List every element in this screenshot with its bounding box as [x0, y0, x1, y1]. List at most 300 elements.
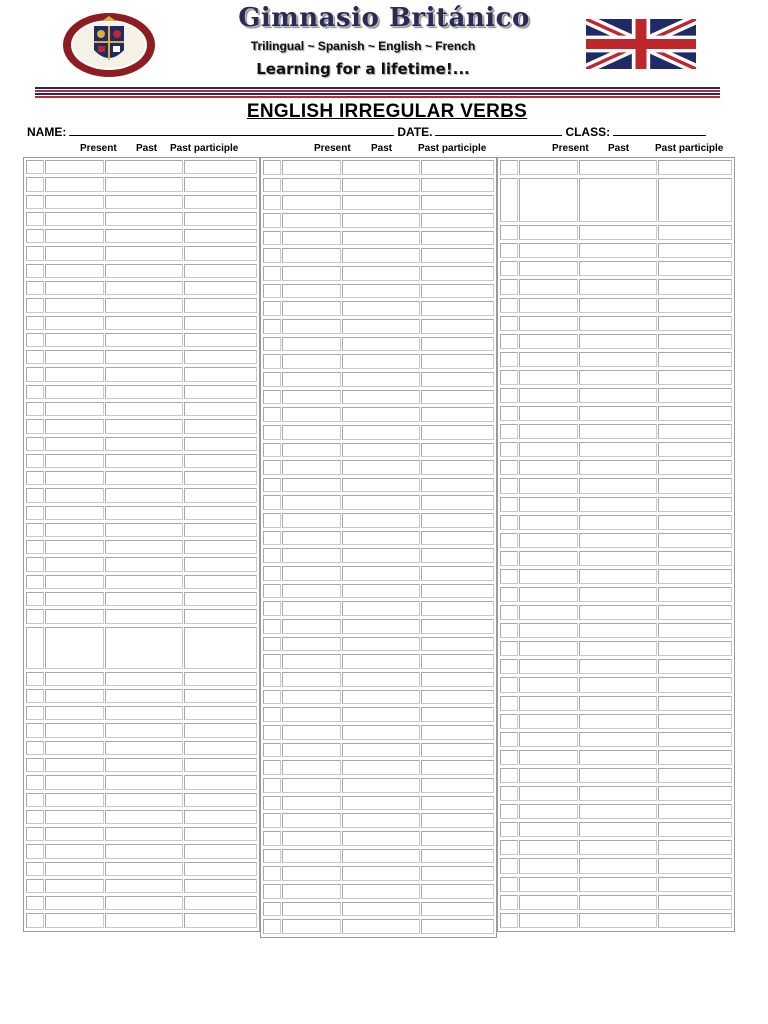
present-cell[interactable] [282, 601, 341, 616]
number-cell[interactable] [500, 352, 518, 367]
number-cell[interactable] [500, 696, 518, 711]
number-cell[interactable] [263, 637, 281, 652]
number-cell[interactable] [26, 592, 44, 606]
number-cell[interactable] [263, 902, 281, 917]
past-participle-cell[interactable] [421, 372, 494, 387]
past-cell[interactable] [579, 406, 657, 421]
present-cell[interactable] [45, 454, 104, 468]
number-cell[interactable] [500, 497, 518, 512]
number-cell[interactable] [500, 460, 518, 475]
present-cell[interactable] [45, 827, 104, 841]
past-participle-cell[interactable] [658, 551, 731, 566]
past-cell[interactable] [579, 768, 657, 783]
past-cell[interactable] [579, 605, 657, 620]
past-participle-cell[interactable] [184, 316, 257, 330]
past-cell[interactable] [105, 896, 183, 910]
past-participle-cell[interactable] [658, 877, 731, 892]
number-cell[interactable] [500, 406, 518, 421]
number-cell[interactable] [500, 641, 518, 656]
past-cell[interactable] [342, 690, 420, 705]
past-cell[interactable] [105, 723, 183, 737]
number-cell[interactable] [263, 813, 281, 828]
past-cell[interactable] [105, 506, 183, 520]
past-participle-cell[interactable] [184, 177, 257, 191]
present-cell[interactable] [519, 533, 578, 548]
past-cell[interactable] [342, 407, 420, 422]
past-cell[interactable] [342, 284, 420, 299]
number-cell[interactable] [263, 301, 281, 316]
past-cell[interactable] [105, 793, 183, 807]
past-participle-cell[interactable] [184, 723, 257, 737]
past-participle-cell[interactable] [421, 637, 494, 652]
number-cell[interactable] [500, 261, 518, 276]
number-cell[interactable] [500, 388, 518, 403]
class-field[interactable] [613, 125, 706, 136]
number-cell[interactable] [263, 178, 281, 193]
past-participle-cell[interactable] [658, 677, 731, 692]
past-participle-cell[interactable] [658, 804, 731, 819]
present-cell[interactable] [45, 281, 104, 295]
number-cell[interactable] [263, 337, 281, 352]
present-cell[interactable] [519, 858, 578, 873]
present-cell[interactable] [282, 354, 341, 369]
past-participle-cell[interactable] [184, 506, 257, 520]
past-participle-cell[interactable] [421, 160, 494, 175]
past-cell[interactable] [105, 281, 183, 295]
number-cell[interactable] [263, 425, 281, 440]
past-cell[interactable] [105, 741, 183, 755]
present-cell[interactable] [519, 424, 578, 439]
number-cell[interactable] [263, 478, 281, 493]
present-cell[interactable] [282, 672, 341, 687]
past-participle-cell[interactable] [421, 213, 494, 228]
past-participle-cell[interactable] [421, 919, 494, 934]
number-cell[interactable] [263, 213, 281, 228]
past-participle-cell[interactable] [421, 407, 494, 422]
past-participle-cell[interactable] [184, 896, 257, 910]
number-cell[interactable] [26, 723, 44, 737]
present-cell[interactable] [282, 725, 341, 740]
number-cell[interactable] [500, 858, 518, 873]
present-cell[interactable] [282, 919, 341, 934]
past-participle-cell[interactable] [184, 212, 257, 226]
present-cell[interactable] [282, 902, 341, 917]
past-participle-cell[interactable] [184, 160, 257, 174]
past-cell[interactable] [579, 913, 657, 928]
past-cell[interactable] [342, 531, 420, 546]
present-cell[interactable] [519, 913, 578, 928]
present-cell[interactable] [282, 319, 341, 334]
past-cell[interactable] [579, 442, 657, 457]
past-participle-cell[interactable] [421, 513, 494, 528]
past-cell[interactable] [342, 372, 420, 387]
number-cell[interactable] [26, 316, 44, 330]
present-cell[interactable] [45, 195, 104, 209]
present-cell[interactable] [282, 707, 341, 722]
past-cell[interactable] [579, 352, 657, 367]
past-participle-cell[interactable] [421, 178, 494, 193]
past-participle-cell[interactable] [421, 460, 494, 475]
number-cell[interactable] [26, 862, 44, 876]
number-cell[interactable] [500, 768, 518, 783]
past-cell[interactable] [342, 796, 420, 811]
number-cell[interactable] [26, 350, 44, 364]
past-cell[interactable] [579, 732, 657, 747]
past-participle-cell[interactable] [421, 301, 494, 316]
present-cell[interactable] [519, 388, 578, 403]
past-cell[interactable] [579, 840, 657, 855]
present-cell[interactable] [45, 689, 104, 703]
past-cell[interactable] [579, 261, 657, 276]
number-cell[interactable] [26, 212, 44, 226]
past-participle-cell[interactable] [658, 587, 731, 602]
present-cell[interactable] [519, 298, 578, 313]
past-cell[interactable] [342, 725, 420, 740]
number-cell[interactable] [26, 913, 44, 927]
past-participle-cell[interactable] [421, 902, 494, 917]
past-cell[interactable] [579, 551, 657, 566]
number-cell[interactable] [500, 750, 518, 765]
present-cell[interactable] [519, 334, 578, 349]
present-cell[interactable] [282, 778, 341, 793]
present-cell[interactable] [282, 337, 341, 352]
past-cell[interactable] [579, 225, 657, 240]
past-cell[interactable] [579, 424, 657, 439]
past-cell[interactable] [342, 354, 420, 369]
past-cell[interactable] [342, 478, 420, 493]
number-cell[interactable] [26, 627, 44, 669]
present-cell[interactable] [45, 758, 104, 772]
past-participle-cell[interactable] [658, 659, 731, 674]
past-participle-cell[interactable] [658, 352, 731, 367]
past-cell[interactable] [342, 584, 420, 599]
number-cell[interactable] [26, 454, 44, 468]
past-participle-cell[interactable] [658, 334, 731, 349]
number-cell[interactable] [26, 609, 44, 623]
past-cell[interactable] [579, 696, 657, 711]
present-cell[interactable] [45, 723, 104, 737]
present-cell[interactable] [282, 743, 341, 758]
present-cell[interactable] [519, 750, 578, 765]
past-cell[interactable] [105, 385, 183, 399]
number-cell[interactable] [500, 877, 518, 892]
present-cell[interactable] [45, 212, 104, 226]
past-participle-cell[interactable] [421, 531, 494, 546]
number-cell[interactable] [500, 442, 518, 457]
present-cell[interactable] [519, 768, 578, 783]
past-cell[interactable] [579, 298, 657, 313]
past-participle-cell[interactable] [184, 264, 257, 278]
present-cell[interactable] [282, 407, 341, 422]
past-cell[interactable] [579, 533, 657, 548]
past-cell[interactable] [105, 844, 183, 858]
past-participle-cell[interactable] [421, 248, 494, 263]
number-cell[interactable] [26, 793, 44, 807]
past-participle-cell[interactable] [658, 822, 731, 837]
past-cell[interactable] [342, 760, 420, 775]
number-cell[interactable] [263, 248, 281, 263]
number-cell[interactable] [263, 443, 281, 458]
past-cell[interactable] [105, 350, 183, 364]
present-cell[interactable] [519, 370, 578, 385]
past-participle-cell[interactable] [184, 758, 257, 772]
present-cell[interactable] [519, 641, 578, 656]
past-cell[interactable] [105, 758, 183, 772]
number-cell[interactable] [26, 827, 44, 841]
present-cell[interactable] [519, 551, 578, 566]
past-participle-cell[interactable] [421, 584, 494, 599]
number-cell[interactable] [263, 390, 281, 405]
past-participle-cell[interactable] [658, 406, 731, 421]
past-participle-cell[interactable] [421, 266, 494, 281]
past-participle-cell[interactable] [184, 913, 257, 927]
number-cell[interactable] [263, 849, 281, 864]
past-participle-cell[interactable] [184, 592, 257, 606]
number-cell[interactable] [500, 822, 518, 837]
number-cell[interactable] [500, 279, 518, 294]
past-cell[interactable] [105, 879, 183, 893]
number-cell[interactable] [26, 246, 44, 260]
past-cell[interactable] [342, 160, 420, 175]
past-participle-cell[interactable] [421, 813, 494, 828]
past-cell[interactable] [579, 279, 657, 294]
present-cell[interactable] [45, 741, 104, 755]
present-cell[interactable] [282, 284, 341, 299]
past-cell[interactable] [105, 316, 183, 330]
present-cell[interactable] [519, 840, 578, 855]
past-cell[interactable] [342, 707, 420, 722]
past-participle-cell[interactable] [658, 569, 731, 584]
number-cell[interactable] [500, 804, 518, 819]
present-cell[interactable] [45, 575, 104, 589]
present-cell[interactable] [45, 385, 104, 399]
number-cell[interactable] [500, 569, 518, 584]
past-participle-cell[interactable] [421, 495, 494, 510]
number-cell[interactable] [263, 866, 281, 881]
number-cell[interactable] [500, 424, 518, 439]
present-cell[interactable] [282, 390, 341, 405]
past-participle-cell[interactable] [421, 354, 494, 369]
past-cell[interactable] [105, 862, 183, 876]
past-cell[interactable] [342, 248, 420, 263]
past-participle-cell[interactable] [658, 460, 731, 475]
past-cell[interactable] [105, 592, 183, 606]
past-participle-cell[interactable] [421, 337, 494, 352]
number-cell[interactable] [263, 284, 281, 299]
past-cell[interactable] [579, 569, 657, 584]
past-participle-cell[interactable] [184, 402, 257, 416]
present-cell[interactable] [45, 609, 104, 623]
past-cell[interactable] [579, 877, 657, 892]
present-cell[interactable] [282, 637, 341, 652]
past-cell[interactable] [579, 178, 657, 222]
number-cell[interactable] [500, 370, 518, 385]
past-participle-cell[interactable] [421, 425, 494, 440]
past-participle-cell[interactable] [184, 523, 257, 537]
number-cell[interactable] [26, 810, 44, 824]
present-cell[interactable] [45, 879, 104, 893]
past-participle-cell[interactable] [421, 619, 494, 634]
present-cell[interactable] [519, 316, 578, 331]
number-cell[interactable] [500, 298, 518, 313]
number-cell[interactable] [26, 160, 44, 174]
past-participle-cell[interactable] [421, 548, 494, 563]
present-cell[interactable] [45, 264, 104, 278]
past-cell[interactable] [105, 246, 183, 260]
past-cell[interactable] [105, 177, 183, 191]
number-cell[interactable] [500, 533, 518, 548]
past-participle-cell[interactable] [421, 319, 494, 334]
number-cell[interactable] [263, 672, 281, 687]
past-participle-cell[interactable] [184, 810, 257, 824]
past-participle-cell[interactable] [184, 575, 257, 589]
past-participle-cell[interactable] [658, 424, 731, 439]
past-cell[interactable] [342, 654, 420, 669]
present-cell[interactable] [282, 760, 341, 775]
past-cell[interactable] [579, 388, 657, 403]
past-participle-cell[interactable] [658, 641, 731, 656]
past-cell[interactable] [342, 495, 420, 510]
number-cell[interactable] [500, 225, 518, 240]
past-participle-cell[interactable] [184, 775, 257, 789]
past-cell[interactable] [342, 301, 420, 316]
number-cell[interactable] [500, 895, 518, 910]
present-cell[interactable] [282, 884, 341, 899]
number-cell[interactable] [500, 605, 518, 620]
past-participle-cell[interactable] [421, 672, 494, 687]
past-cell[interactable] [105, 523, 183, 537]
present-cell[interactable] [282, 866, 341, 881]
past-cell[interactable] [342, 425, 420, 440]
number-cell[interactable] [263, 760, 281, 775]
present-cell[interactable] [519, 877, 578, 892]
past-cell[interactable] [105, 471, 183, 485]
number-cell[interactable] [26, 402, 44, 416]
past-participle-cell[interactable] [421, 849, 494, 864]
present-cell[interactable] [45, 298, 104, 312]
number-cell[interactable] [26, 557, 44, 571]
past-cell[interactable] [579, 460, 657, 475]
past-cell[interactable] [342, 831, 420, 846]
number-cell[interactable] [263, 266, 281, 281]
number-cell[interactable] [263, 884, 281, 899]
number-cell[interactable] [263, 195, 281, 210]
present-cell[interactable] [282, 213, 341, 228]
past-participle-cell[interactable] [658, 243, 731, 258]
past-cell[interactable] [579, 623, 657, 638]
present-cell[interactable] [282, 831, 341, 846]
past-cell[interactable] [342, 778, 420, 793]
present-cell[interactable] [45, 316, 104, 330]
past-participle-cell[interactable] [658, 840, 731, 855]
past-cell[interactable] [579, 714, 657, 729]
past-cell[interactable] [579, 822, 657, 837]
present-cell[interactable] [282, 301, 341, 316]
past-cell[interactable] [579, 895, 657, 910]
number-cell[interactable] [26, 879, 44, 893]
past-participle-cell[interactable] [184, 471, 257, 485]
number-cell[interactable] [500, 840, 518, 855]
past-cell[interactable] [342, 637, 420, 652]
present-cell[interactable] [282, 266, 341, 281]
present-cell[interactable] [45, 775, 104, 789]
present-cell[interactable] [45, 627, 104, 669]
past-cell[interactable] [342, 390, 420, 405]
present-cell[interactable] [45, 437, 104, 451]
number-cell[interactable] [263, 796, 281, 811]
past-cell[interactable] [342, 566, 420, 581]
number-cell[interactable] [263, 919, 281, 934]
past-cell[interactable] [342, 178, 420, 193]
number-cell[interactable] [263, 160, 281, 175]
past-cell[interactable] [579, 659, 657, 674]
past-cell[interactable] [105, 212, 183, 226]
past-cell[interactable] [579, 370, 657, 385]
number-cell[interactable] [500, 551, 518, 566]
past-cell[interactable] [579, 587, 657, 602]
past-cell[interactable] [105, 672, 183, 686]
past-cell[interactable] [342, 619, 420, 634]
present-cell[interactable] [282, 231, 341, 246]
past-cell[interactable] [105, 540, 183, 554]
number-cell[interactable] [26, 298, 44, 312]
past-cell[interactable] [342, 849, 420, 864]
present-cell[interactable] [519, 261, 578, 276]
present-cell[interactable] [282, 584, 341, 599]
number-cell[interactable] [26, 758, 44, 772]
number-cell[interactable] [263, 743, 281, 758]
number-cell[interactable] [26, 689, 44, 703]
past-cell[interactable] [105, 333, 183, 347]
past-participle-cell[interactable] [184, 385, 257, 399]
date-field[interactable] [435, 125, 562, 136]
past-participle-cell[interactable] [658, 478, 731, 493]
past-participle-cell[interactable] [658, 178, 731, 222]
number-cell[interactable] [263, 778, 281, 793]
past-participle-cell[interactable] [658, 714, 731, 729]
present-cell[interactable] [519, 605, 578, 620]
past-participle-cell[interactable] [184, 793, 257, 807]
past-participle-cell[interactable] [421, 601, 494, 616]
past-cell[interactable] [105, 402, 183, 416]
past-cell[interactable] [579, 334, 657, 349]
past-cell[interactable] [342, 460, 420, 475]
present-cell[interactable] [45, 350, 104, 364]
number-cell[interactable] [26, 575, 44, 589]
past-participle-cell[interactable] [421, 654, 494, 669]
present-cell[interactable] [282, 248, 341, 263]
present-cell[interactable] [45, 896, 104, 910]
past-cell[interactable] [342, 919, 420, 934]
past-participle-cell[interactable] [184, 246, 257, 260]
present-cell[interactable] [519, 478, 578, 493]
present-cell[interactable] [282, 372, 341, 387]
past-participle-cell[interactable] [184, 540, 257, 554]
present-cell[interactable] [519, 804, 578, 819]
present-cell[interactable] [519, 406, 578, 421]
present-cell[interactable] [45, 402, 104, 416]
present-cell[interactable] [519, 160, 578, 175]
number-cell[interactable] [26, 437, 44, 451]
number-cell[interactable] [26, 896, 44, 910]
past-participle-cell[interactable] [421, 690, 494, 705]
past-cell[interactable] [342, 884, 420, 899]
past-participle-cell[interactable] [658, 786, 731, 801]
past-cell[interactable] [105, 229, 183, 243]
present-cell[interactable] [45, 592, 104, 606]
number-cell[interactable] [263, 372, 281, 387]
present-cell[interactable] [282, 425, 341, 440]
